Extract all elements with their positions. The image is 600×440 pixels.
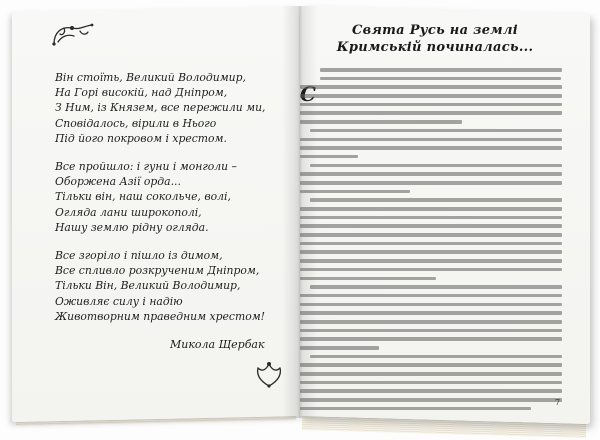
body-paragraph (300, 68, 562, 124)
poem-stanza (55, 159, 275, 235)
text-line (300, 407, 531, 411)
text-line (300, 233, 562, 237)
text-line (300, 94, 562, 98)
page-number: 7 (555, 398, 561, 407)
text-line (300, 250, 562, 254)
bottom-ornament-icon (250, 360, 288, 390)
text-line (300, 363, 562, 367)
poem-line: Огляда лани широкополі, (55, 205, 202, 219)
text-line (300, 111, 562, 115)
text-line (300, 303, 562, 307)
text-line (300, 172, 562, 176)
text-line (310, 355, 562, 359)
poem (55, 70, 275, 337)
text-line (300, 85, 562, 89)
poem-line: Він стоїть, Великий Володимир, (55, 71, 246, 84)
text-line (300, 398, 562, 402)
text-line (300, 242, 562, 246)
text-line (300, 155, 358, 159)
title-line: Кримській починалась... (336, 40, 534, 55)
text-line (300, 277, 436, 281)
text-line (300, 294, 562, 298)
text-line (300, 372, 562, 376)
poem-line: Нашу землю рідну огляда. (55, 220, 209, 234)
poem-line: Тільки він, наш сокольче, волі, (55, 190, 231, 204)
text-line (310, 164, 562, 168)
text-line (300, 389, 562, 393)
poem-line: З Ним, із Князем, все пережили ми, (55, 101, 266, 115)
text-line (300, 120, 462, 124)
text-line (320, 77, 561, 81)
text-line (300, 259, 562, 263)
text-line (300, 346, 379, 350)
body-paragraph (300, 285, 562, 349)
corner-ornament-icon (50, 22, 96, 48)
text-line (300, 320, 562, 324)
poem-signature: Микола Щербак (170, 338, 265, 351)
text-line (300, 381, 562, 385)
poem-line: Животворним праведним хрестом! (55, 309, 265, 323)
text-line (300, 146, 562, 150)
text-line (300, 329, 562, 333)
page-title (300, 22, 570, 56)
text-line (320, 68, 562, 72)
body-paragraph (300, 164, 562, 194)
poem-line: Все пройшло: і гуни і монголи – (55, 160, 237, 174)
text-line (300, 216, 562, 220)
body-paragraph (300, 355, 562, 411)
poem-line: Тільки Він, Великий Володимир, (55, 279, 241, 293)
text-line (300, 311, 562, 315)
body-paragraph (300, 129, 562, 159)
poem-stanza (55, 248, 275, 324)
text-line (300, 224, 562, 228)
text-line (310, 129, 562, 133)
text-line (310, 198, 562, 202)
poem-stanza (55, 70, 275, 146)
text-line (300, 207, 562, 211)
text-line (300, 138, 562, 142)
text-line (310, 285, 562, 289)
text-line (300, 268, 562, 272)
text-line (300, 181, 562, 185)
poem-line: Все спливло розкрученим Дніпром, (55, 264, 260, 278)
text-line (300, 190, 410, 194)
text-line (300, 103, 562, 107)
poem-line: Під його покровом і хрестом. (55, 131, 227, 145)
body-text (300, 68, 562, 416)
poem-line: Все згоріло і пішло із димом, (55, 249, 223, 263)
body-paragraph (300, 198, 562, 280)
poem-line: Оборжена Азії орда... (55, 175, 181, 189)
poem-line: На Горі високій, над Дніпром, (55, 86, 228, 100)
title-line: Свята Русь на землі (351, 23, 518, 38)
poem-line: Сповідалось, вірили в Нього (55, 116, 217, 130)
text-line (300, 337, 562, 341)
poem-line: Оживляє силу і надію (55, 294, 183, 308)
